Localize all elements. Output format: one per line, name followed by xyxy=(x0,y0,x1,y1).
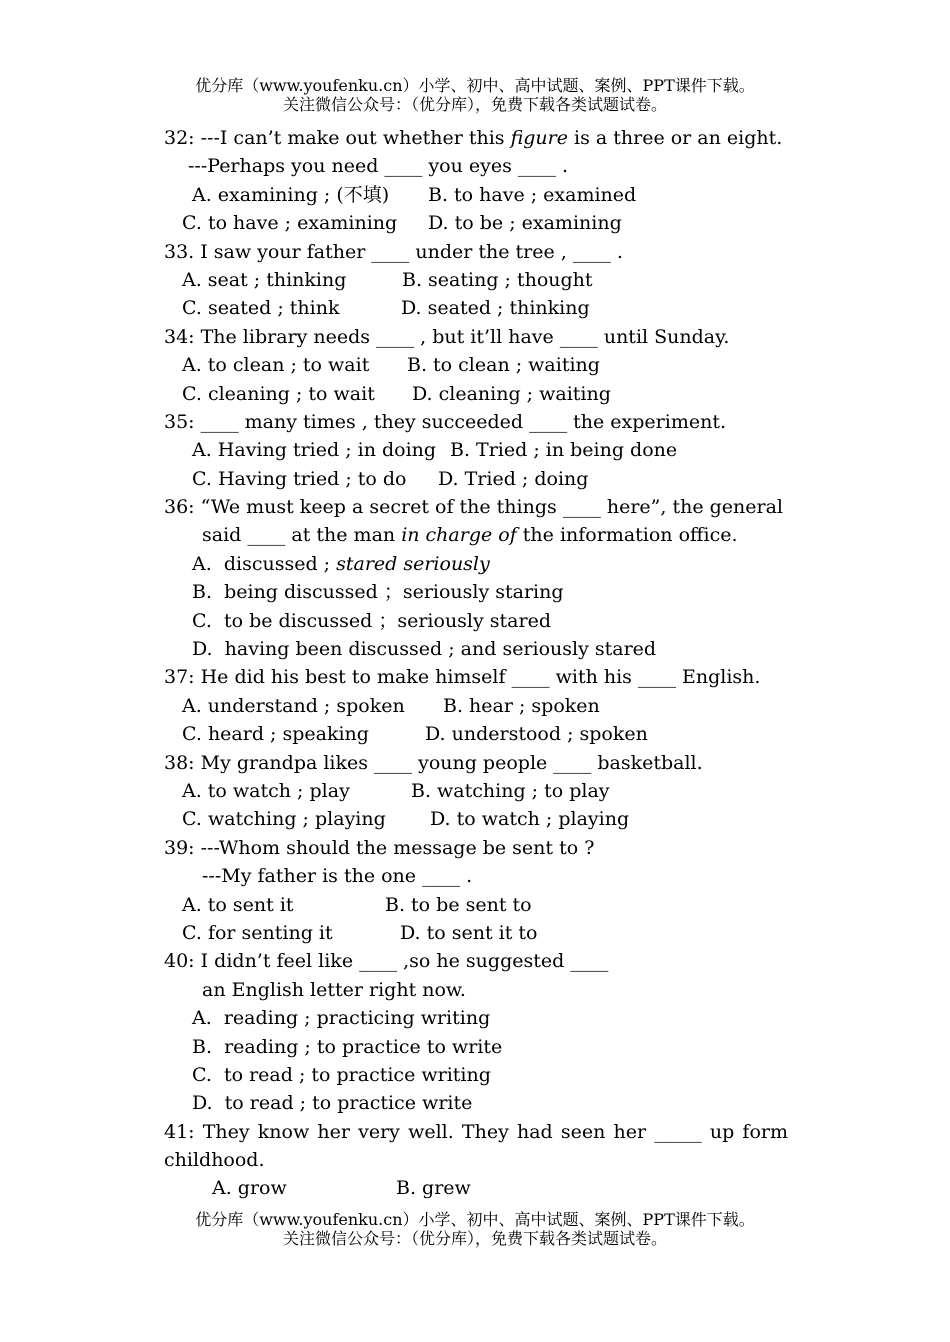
page-header xyxy=(0,76,950,114)
q36-option-b: B. being discussed ；seriously staring xyxy=(192,581,564,604)
q37-option-c: C. heard ; speaking xyxy=(182,723,369,746)
question-37-stem: 37: He did his best to make himself ____ with his ____ English. xyxy=(164,666,761,689)
q34-option-b: B. to clean ; waiting xyxy=(407,354,600,377)
q34-option-a: A. to clean ; to wait xyxy=(182,354,370,377)
q40-option-a: A. reading ; practicing writing xyxy=(192,1007,491,1030)
question-41-line2: childhood. xyxy=(164,1149,265,1172)
q41-option-b: B. grew xyxy=(396,1177,471,1200)
question-list xyxy=(164,124,788,1203)
question-33-options-ab xyxy=(164,266,788,294)
q35-option-a: A. Having tried ; in doing xyxy=(192,439,437,462)
q40-option-b: B. reading ; to practice to write xyxy=(192,1035,503,1058)
q41-option-a: A. grow xyxy=(212,1177,287,1200)
question-38-options-ab xyxy=(164,777,788,805)
question-34-options-ab xyxy=(164,351,788,379)
q32-stem-part2: is a three or an eight. xyxy=(567,127,783,149)
question-32-options-cd xyxy=(164,209,788,237)
q39-option-a: A. to sent it xyxy=(182,893,294,916)
page-footer xyxy=(0,1210,950,1248)
question-36-line2 xyxy=(164,521,788,549)
q34-option-d: D. cleaning ; waiting xyxy=(412,382,611,405)
q37-option-d: D. understood ; spoken xyxy=(425,723,648,746)
q34-option-c: C. cleaning ; to wait xyxy=(182,382,375,405)
question-40-line2: an English letter right now. xyxy=(202,978,466,1001)
question-41-options-ab xyxy=(164,1174,788,1202)
question-39-options-ab xyxy=(164,891,788,919)
q35-option-b: B. Tried ; in being done xyxy=(450,439,678,462)
question-35-stem: 35: ____ many times , they succeeded ____ the experiment. xyxy=(164,410,727,433)
question-32-line2: ---Perhaps you need ____ you eyes ____ . xyxy=(188,155,568,178)
q37-option-a: A. understand ; spoken xyxy=(182,694,405,717)
q38-option-a: A. to watch ; play xyxy=(182,779,350,802)
question-38-stem: 38: My grandpa likes ____ young people ____ basketball. xyxy=(164,751,703,774)
q32-stem-italic: figure xyxy=(510,127,568,149)
footer-line-2: 关注微信公众号：（优分库），免费下载各类试题试卷。 xyxy=(282,1229,667,1248)
q37-option-b: B. hear ; spoken xyxy=(443,694,600,717)
q32-option-c: C. to have ; examining xyxy=(182,212,398,235)
question-37-options-cd xyxy=(164,720,788,748)
q40-option-d: D. to read ; to practice write xyxy=(192,1092,473,1115)
q36-option-a-italic: stared seriously xyxy=(336,552,490,575)
q40-option-c: C. to read ; to practice writing xyxy=(192,1063,491,1086)
q33-option-c: C. seated ; think xyxy=(182,297,340,320)
question-36-stem: 36: “We must keep a secret of the things ____ here”, the general xyxy=(164,496,783,519)
q32-stem-part1: 32: ---I can’t make out whether this xyxy=(164,127,511,149)
question-35-options-cd xyxy=(164,465,788,493)
question-34-stem: 34: The library needs ____ , but it’ll have ____ until Sunday. xyxy=(164,325,730,348)
q32-option-d: D. to be ; examining xyxy=(428,212,622,235)
q35-option-d: D. Tried ; doing xyxy=(438,467,589,490)
q36-line2-part2: the information office. xyxy=(516,524,738,547)
q38-option-c: C. watching ; playing xyxy=(182,808,386,831)
q36-option-d: D. having been discussed ; and seriously stared xyxy=(192,638,657,661)
q32-option-a: A. examining ; (不填) xyxy=(192,183,390,206)
question-41-stem: 41: They know her very well. They had seen her _____ up form xyxy=(164,1120,788,1143)
footer-line-1: 优分库（www.youfenku.cn）小学、初中、高中试题、案例、PPT课件下载。 xyxy=(195,1210,755,1229)
question-37-options-ab xyxy=(164,692,788,720)
question-32-options-ab xyxy=(164,181,788,209)
q33-option-a: A. seat ; thinking xyxy=(182,268,347,291)
question-33-options-cd xyxy=(164,294,788,322)
question-39-line2: ---My father is the one ____ . xyxy=(202,865,473,888)
q36-option-a-prefix: A. discussed ; xyxy=(192,552,337,575)
question-33-stem: 33. I saw your father ____ under the tree , ____ . xyxy=(164,240,623,263)
q39-option-b: B. to be sent to xyxy=(385,893,532,916)
q38-option-d: D. to watch ; playing xyxy=(430,808,630,831)
q35-option-c: C. Having tried ; to do xyxy=(192,467,407,490)
question-34-options-cd xyxy=(164,380,788,408)
question-38-options-cd xyxy=(164,805,788,833)
question-39-options-cd xyxy=(164,919,788,947)
q32-option-b: B. to have ; examined xyxy=(428,183,637,206)
q36-line2-italic: in charge of xyxy=(401,524,517,547)
header-line-1: 优分库（www.youfenku.cn）小学、初中、高中试题、案例、PPT课件下载。 xyxy=(195,76,755,95)
question-39-stem: 39: ---Whom should the message be sent to ? xyxy=(164,836,595,859)
q39-option-d: D. to sent it to xyxy=(400,921,538,944)
q38-option-b: B. watching ; to play xyxy=(411,779,610,802)
q36-option-a xyxy=(164,550,788,578)
question-32-stem xyxy=(164,124,788,152)
q33-option-b: B. seating ; thought xyxy=(402,268,593,291)
q36-line2-part1: said ____ at the man xyxy=(202,524,402,547)
question-35-options-ab xyxy=(164,436,788,464)
q39-option-c: C. for senting it xyxy=(182,921,333,944)
q33-option-d: D. seated ; thinking xyxy=(401,297,590,320)
header-line-2: 关注微信公众号：（优分库），免费下载各类试题试卷。 xyxy=(282,95,667,114)
q36-option-c: C. to be discussed ；seriously stared xyxy=(192,609,551,632)
question-40-stem: 40: I didn’t feel like ____ ,so he suggested ____ xyxy=(164,950,609,973)
